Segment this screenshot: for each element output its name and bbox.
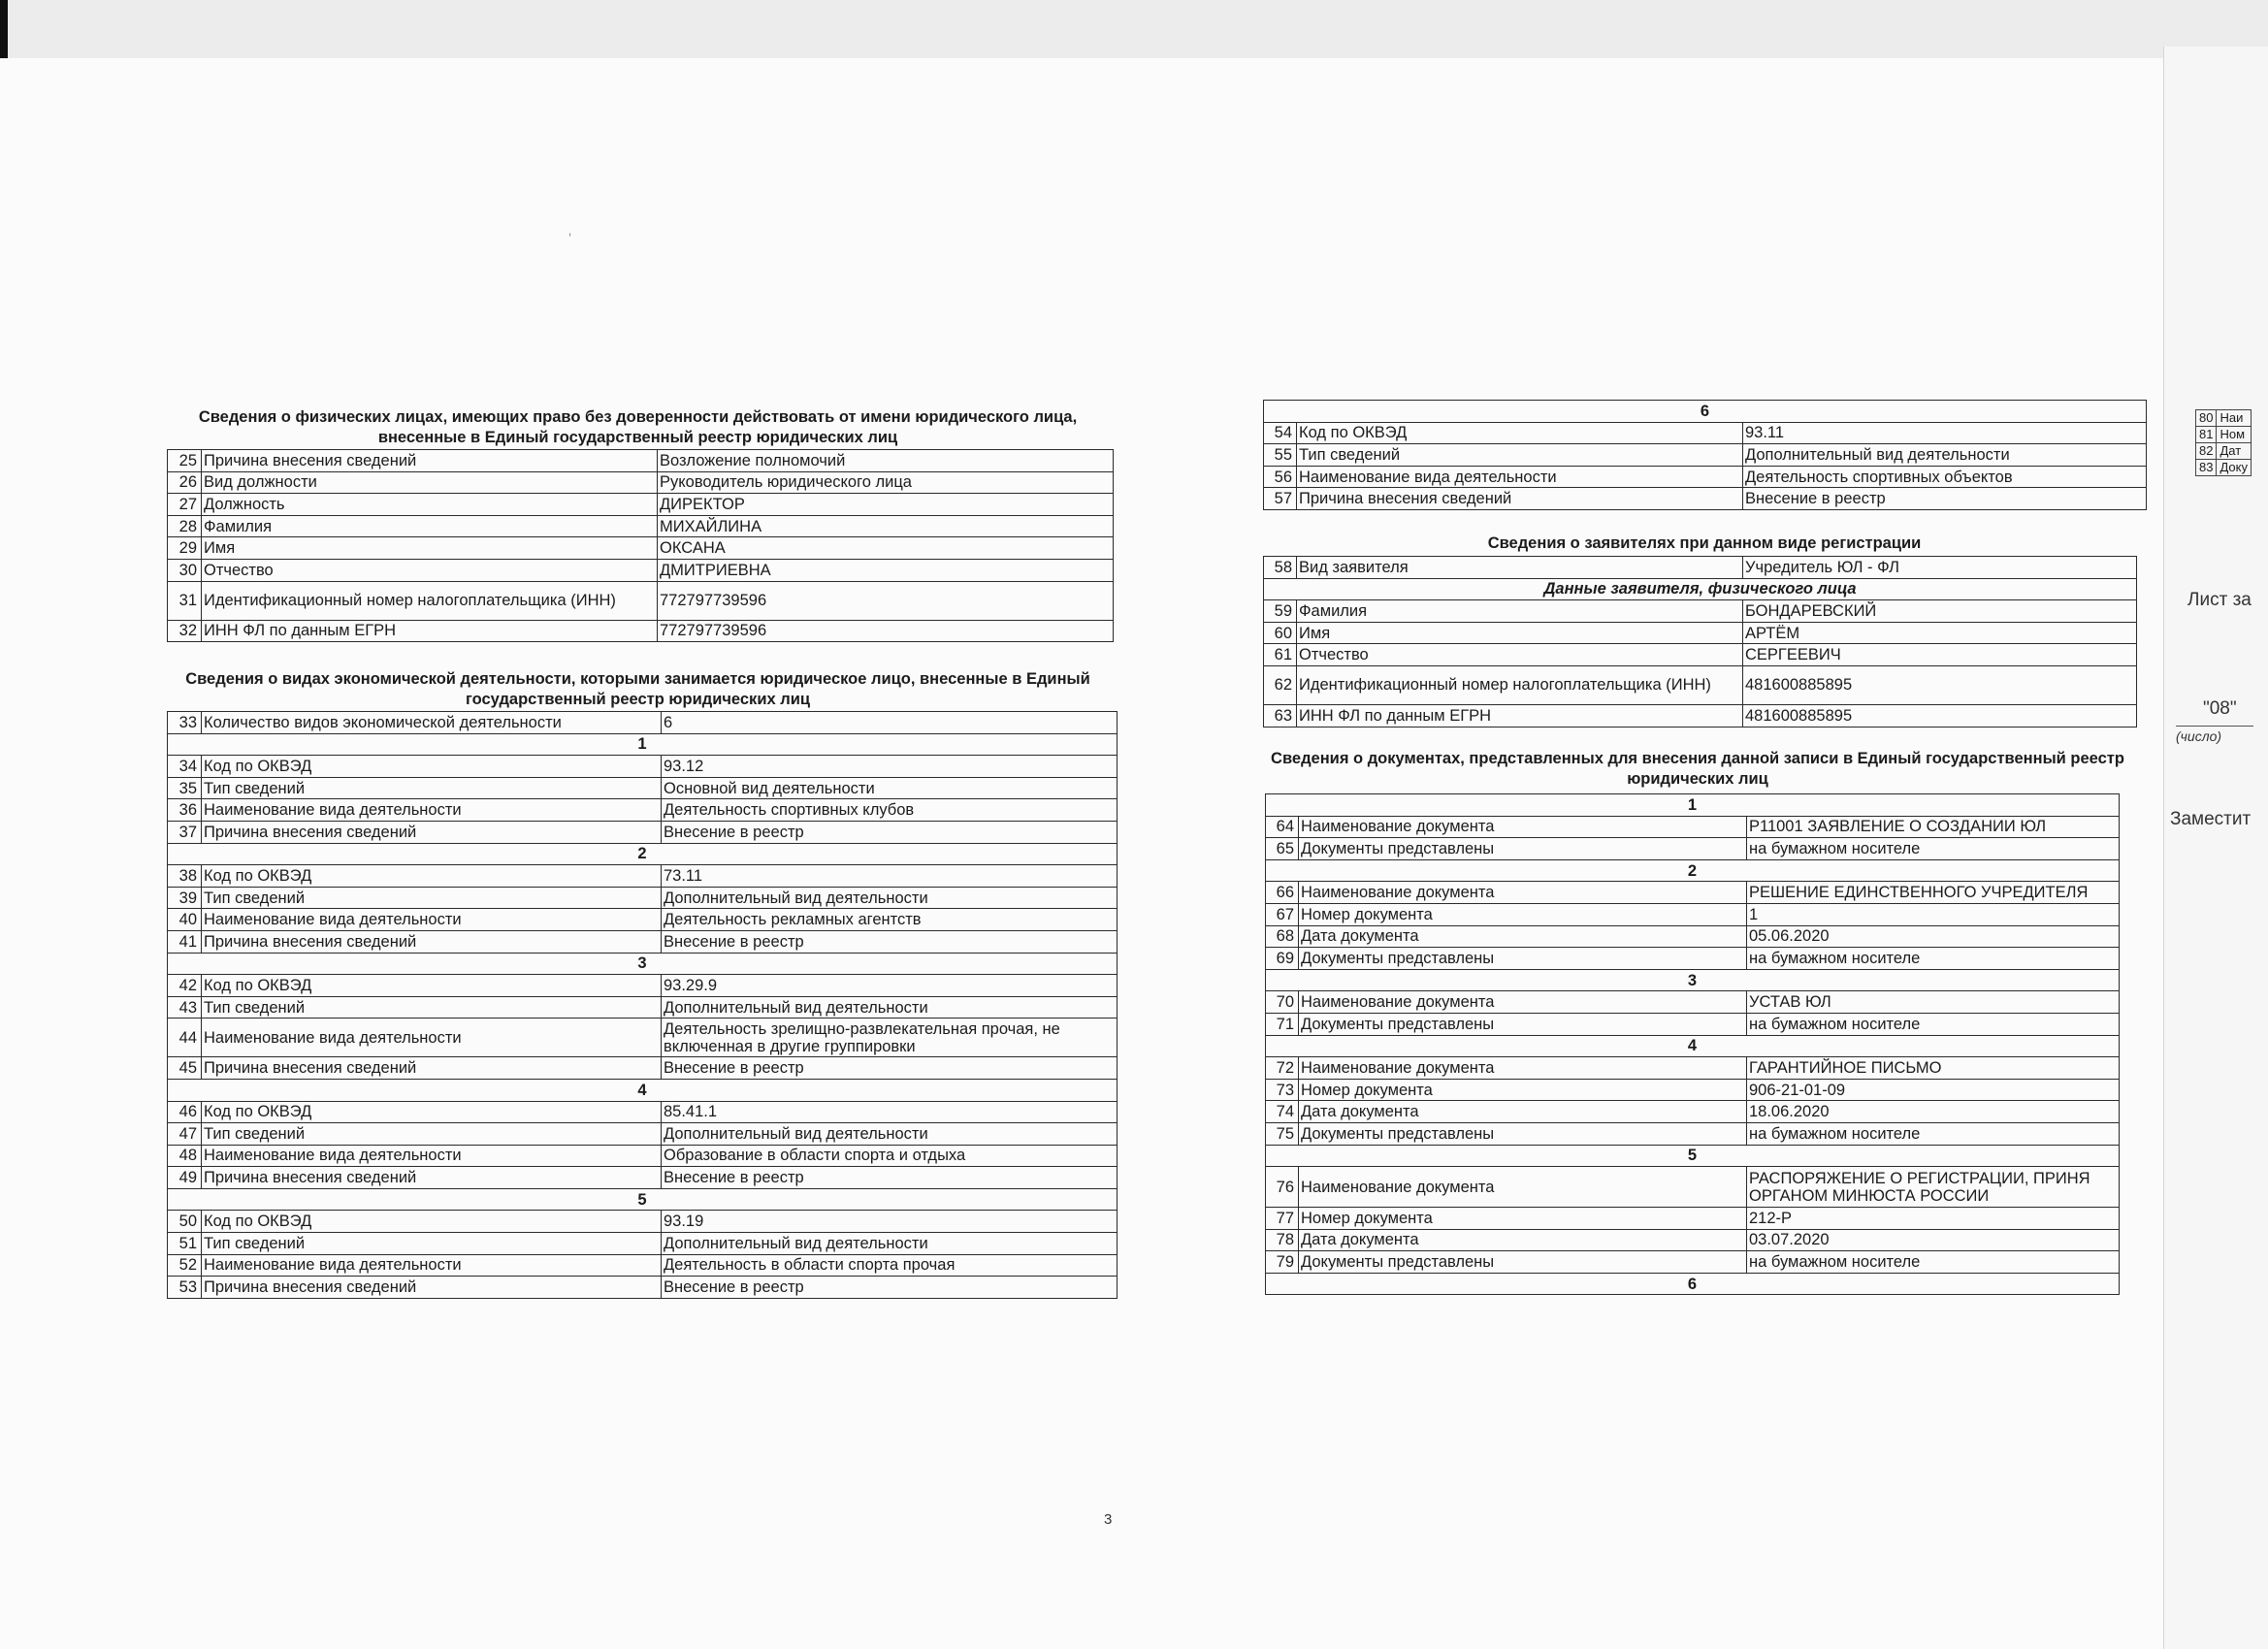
table-row: 28 Фамилия МИХАЙЛИНА xyxy=(168,515,1114,537)
table-row: 68 Дата документа 05.06.2020 xyxy=(1266,925,2120,948)
table-row: 76 Наименование документа РАСПОРЯЖЕНИЕ О РЕГИСТРАЦИИ, ПРИНЯ ОРГАНОМ МИНЮСТА РОССИИ xyxy=(1266,1167,2120,1208)
table-row: 37 Причина внесения сведений Внесение в реестр xyxy=(168,821,1118,843)
table-row: 73 Номер документа 906-21-01-09 xyxy=(1266,1079,2120,1101)
table-row: 62 Идентификационный номер налогоплательщика (ИНН) 481600885895 xyxy=(1264,665,2137,704)
group-header: 5 xyxy=(1266,1145,2120,1167)
deputy-label: Заместит xyxy=(2170,809,2252,829)
table-row: 51 Тип сведений Дополнительный вид деятельности xyxy=(168,1233,1118,1255)
table-row: 71 Документы представлены на бумажном носителе xyxy=(1266,1013,2120,1035)
table-row: 34 Код по ОКВЭД 93.12 xyxy=(168,756,1118,778)
group-header: Данные заявителя, физического лица xyxy=(1264,578,2137,600)
sheet-label: Лист за xyxy=(2187,590,2252,610)
table-row: 55 Тип сведений Дополнительный вид деятельности xyxy=(1264,444,2147,467)
table-row: 82 Дат xyxy=(2196,443,2252,460)
table-row: 48 Наименование вида деятельности Образование в области спорта и отдыха xyxy=(168,1145,1118,1167)
day-value: "08" xyxy=(2203,698,2237,719)
table-row: 81 Ном xyxy=(2196,427,2252,443)
group-header: 3 xyxy=(168,953,1118,975)
section-title-okved: Сведения о видах экономической деятельности, которыми занимается юридическое лицо, внесенные в Единый государственный реестр юридических лиц xyxy=(185,670,1090,708)
table-row: 50 Код по ОКВЭД 93.19 xyxy=(168,1211,1118,1233)
section-title-applicants: Сведения о заявителях при данном виде регистрации xyxy=(1487,534,1922,552)
group-header: 4 xyxy=(168,1079,1118,1101)
table-row: 83 Доку xyxy=(2196,460,2252,476)
table-row: 45 Причина внесения сведений Внесение в реестр xyxy=(168,1057,1118,1080)
documents-table xyxy=(1265,793,2120,1295)
table-row: 32 ИНН ФЛ по данным ЕГРН 772797739596 xyxy=(168,620,1114,642)
section-title-documents: Сведения о документах, представленных для внесения данной записи в Единый государственный реестр юридических лиц xyxy=(1271,750,2124,788)
okved-continued-table xyxy=(1263,400,2147,510)
section-title-persons: Сведения о физических лицах, имеющих право без доверенности действовать от имени юридического лица, внесенные в Единый государственный реестр юридических лиц xyxy=(198,408,1078,446)
table-row: 27 Должность ДИРЕКТОР xyxy=(168,494,1114,516)
table-row: 38 Код по ОКВЭД 73.11 xyxy=(168,865,1118,888)
next-page-edge xyxy=(2163,47,2268,1649)
table-row: 44 Наименование вида деятельности Деятельность зрелищно-развлекательная прочая, не включенная в другие группировки xyxy=(168,1018,1118,1057)
table-row: 79 Документы представлены на бумажном носителе xyxy=(1266,1251,2120,1274)
group-header: 2 xyxy=(168,843,1118,865)
table-row: 56 Наименование вида деятельности Деятельность спортивных объектов xyxy=(1264,466,2147,488)
table-row: 33 Количество видов экономической деятельности 6 xyxy=(168,712,1118,734)
table-row: 75 Документы представлены на бумажном носителе xyxy=(1266,1122,2120,1145)
scan-edge-mark xyxy=(0,0,8,60)
table-row: 41 Причина внесения сведений Внесение в реестр xyxy=(168,930,1118,953)
table-row: 58 Вид заявителя Учредитель ЮЛ - ФЛ xyxy=(1264,557,2137,579)
group-header: 6 xyxy=(1266,1273,2120,1295)
table-row: 36 Наименование вида деятельности Деятельность спортивных клубов xyxy=(168,799,1118,822)
table-row: 40 Наименование вида деятельности Деятельность рекламных агентств xyxy=(168,909,1118,931)
group-header: 2 xyxy=(1266,859,2120,882)
table-row: 49 Причина внесения сведений Внесение в реестр xyxy=(168,1167,1118,1189)
table-row: 61 Отчество СЕРГЕЕВИЧ xyxy=(1264,644,2137,666)
table-row: 35 Тип сведений Основной вид деятельности xyxy=(168,777,1118,799)
table-row: 69 Документы представлены на бумажном носителе xyxy=(1266,948,2120,970)
scan-speck: ʼ xyxy=(568,231,572,246)
table-row: 30 Отчество ДМИТРИЕВНА xyxy=(168,559,1114,581)
table-row: 74 Дата документа 18.06.2020 xyxy=(1266,1101,2120,1123)
next-page-table xyxy=(2195,409,2252,476)
page-number: 3 xyxy=(1104,1511,1113,1528)
table-row: 43 Тип сведений Дополнительный вид деятельности xyxy=(168,996,1118,1018)
table-row: 57 Причина внесения сведений Внесение в реестр xyxy=(1264,488,2147,510)
table-row: 78 Дата документа 03.07.2020 xyxy=(1266,1229,2120,1251)
table-row: 70 Наименование документа УСТАВ ЮЛ xyxy=(1266,991,2120,1014)
table-row: 31 Идентификационный номер налогоплательщика (ИНН) 772797739596 xyxy=(168,581,1114,620)
table-row: 47 Тип сведений Дополнительный вид деятельности xyxy=(168,1123,1118,1146)
table-row: 80 Наи xyxy=(2196,410,2252,427)
persons-table xyxy=(167,449,1114,642)
group-header: 6 xyxy=(1264,401,2147,423)
group-header: 3 xyxy=(1266,969,2120,991)
table-row: 65 Документы представлены на бумажном носителе xyxy=(1266,838,2120,860)
group-header: 1 xyxy=(168,733,1118,756)
table-row: 52 Наименование вида деятельности Деятельность в области спорта прочая xyxy=(168,1254,1118,1277)
day-caption: (число) xyxy=(2176,728,2222,744)
table-row: 42 Код по ОКВЭД 93.29.9 xyxy=(168,975,1118,997)
applicants-table xyxy=(1263,556,2137,728)
table-row: 72 Наименование документа ГАРАНТИЙНОЕ ПИСЬМО xyxy=(1266,1057,2120,1080)
table-row: 63 ИНН ФЛ по данным ЕГРН 481600885895 xyxy=(1264,704,2137,727)
group-header: 4 xyxy=(1266,1035,2120,1057)
table-row: 39 Тип сведений Дополнительный вид деятельности xyxy=(168,887,1118,909)
okved-table xyxy=(167,711,1118,1299)
table-row: 64 Наименование документа Р11001 ЗАЯВЛЕНИЕ О СОЗДАНИИ ЮЛ xyxy=(1266,816,2120,838)
table-row: 66 Наименование документа РЕШЕНИЕ ЕДИНСТВЕННОГО УЧРЕДИТЕЛЯ xyxy=(1266,882,2120,904)
table-row: 60 Имя АРТЁМ xyxy=(1264,622,2137,644)
table-row: 46 Код по ОКВЭД 85.41.1 xyxy=(168,1101,1118,1123)
table-row: 59 Фамилия БОНДАРЕВСКИЙ xyxy=(1264,600,2137,623)
group-header: 5 xyxy=(168,1188,1118,1211)
table-row: 77 Номер документа 212-Р xyxy=(1266,1208,2120,1230)
day-underline xyxy=(2176,726,2253,727)
table-row: 67 Номер документа 1 xyxy=(1266,903,2120,925)
group-header: 1 xyxy=(1266,794,2120,817)
table-row: 26 Вид должности Руководитель юридического лица xyxy=(168,471,1114,494)
table-row: 53 Причина внесения сведений Внесение в реестр xyxy=(168,1277,1118,1299)
table-row: 29 Имя ОКСАНА xyxy=(168,537,1114,560)
table-row: 54 Код по ОКВЭД 93.11 xyxy=(1264,422,2147,444)
table-row: 25 Причина внесения сведений Возложение полномочий xyxy=(168,450,1114,472)
